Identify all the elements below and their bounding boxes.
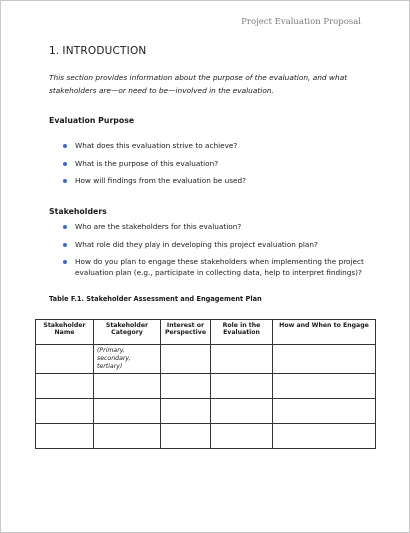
- table-cell[interactable]: [211, 424, 273, 449]
- stakeholder-table: [35, 319, 376, 449]
- table-header-row: [36, 320, 376, 345]
- column-header: Stakeholder Category: [94, 320, 161, 345]
- intro-paragraph: This section provides information about the purpose of the evaluation, and what stakeholders are—or need to be—involved in the evaluation.: [49, 73, 348, 95]
- stakeholders-heading: Stakeholders: [49, 207, 107, 216]
- table-cell[interactable]: [36, 345, 94, 374]
- table-cell[interactable]: [273, 399, 376, 424]
- table-cell[interactable]: [211, 399, 273, 424]
- evaluation-purpose-list: [49, 141, 369, 194]
- table-cell[interactable]: [273, 424, 376, 449]
- table-cell[interactable]: [211, 374, 273, 399]
- section-heading: [49, 45, 146, 57]
- table-cell[interactable]: [273, 345, 376, 374]
- table-cell[interactable]: [94, 399, 161, 424]
- column-header: Stakeholder Name: [36, 320, 94, 345]
- table-cell[interactable]: [161, 374, 211, 399]
- list-item: What role did they play in developing this project evaluation plan?: [49, 240, 369, 251]
- bullet-icon: [63, 260, 67, 264]
- table-cell[interactable]: [36, 374, 94, 399]
- list-item: What is the purpose of this evaluation?: [49, 159, 369, 170]
- bullet-icon: [63, 162, 67, 166]
- bullet-icon: [63, 179, 67, 183]
- table-row: [36, 424, 376, 449]
- table-row: [36, 345, 376, 374]
- table-caption: Table F.1. Stakeholder Assessment and Engagement Plan: [49, 295, 262, 303]
- table-row: [36, 399, 376, 424]
- header-title: Project Evaluation Proposal: [241, 17, 361, 27]
- bullet-icon: [63, 243, 67, 247]
- column-header: Role in the Evaluation: [211, 320, 273, 345]
- list-item: How will findings from the evaluation be used?: [49, 176, 369, 187]
- evaluation-purpose-heading: Evaluation Purpose: [49, 116, 135, 125]
- table-cell[interactable]: [161, 424, 211, 449]
- column-header: Interest or Perspective: [161, 320, 211, 345]
- table-cell[interactable]: [94, 374, 161, 399]
- bullet-icon: [63, 144, 67, 148]
- column-header: How and When to Engage: [273, 320, 376, 345]
- table-row: [36, 374, 376, 399]
- list-item: Who are the stakeholders for this evaluation?: [49, 222, 369, 233]
- table-cell[interactable]: [161, 399, 211, 424]
- table-cell[interactable]: [36, 399, 94, 424]
- bullet-icon: [63, 225, 67, 229]
- stakeholders-list: [49, 222, 369, 285]
- section-title: INTRODUCTION: [62, 45, 147, 57]
- table-cell[interactable]: [273, 374, 376, 399]
- table-cell[interactable]: [94, 424, 161, 449]
- list-item: How do you plan to engage these stakeholders when implementing the project evaluation plan (e.g., participate in collecting data, help to interpret findings)?: [49, 257, 369, 278]
- section-number: 1.: [49, 45, 60, 57]
- list-item: What does this evaluation strive to achieve?: [49, 141, 369, 152]
- table-cell[interactable]: [36, 424, 94, 449]
- table-cell[interactable]: [211, 345, 273, 374]
- table-cell[interactable]: [161, 345, 211, 374]
- table-cell[interactable]: (Primary, secondary, tertiary): [94, 345, 161, 374]
